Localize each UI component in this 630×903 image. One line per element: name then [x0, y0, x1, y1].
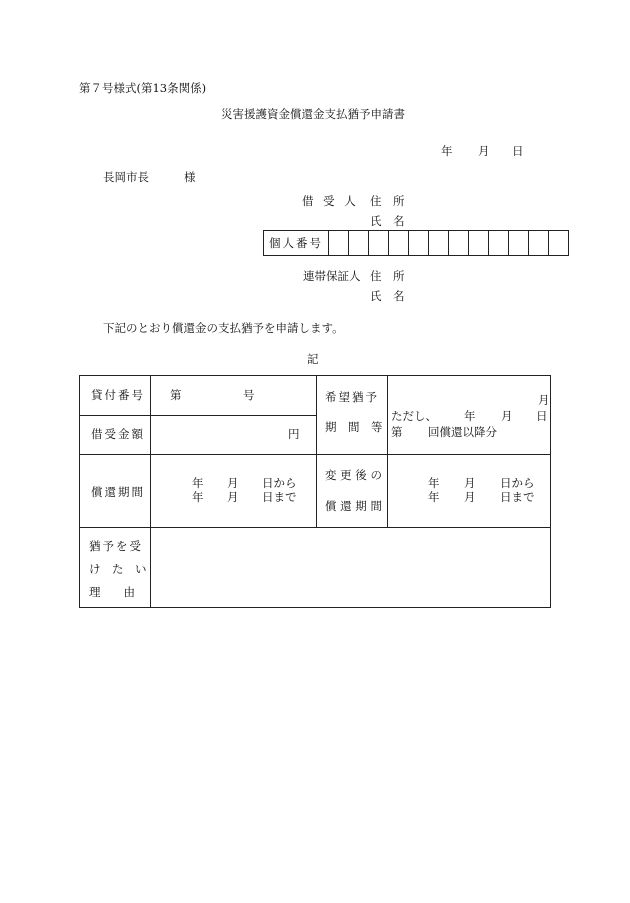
changed-to-day: 日まで: [500, 490, 535, 504]
changed-from-year: 年: [428, 476, 440, 490]
desired-tadashi: ただし、: [391, 409, 437, 423]
amount-unit: 円: [288, 427, 300, 441]
desired-year: 年: [464, 409, 476, 423]
loan-number-suffix: 号: [243, 388, 255, 402]
changed-to-month: 月: [464, 490, 476, 504]
individual-number-field[interactable]: [263, 230, 569, 256]
guarantor-name-label: 氏 名: [370, 289, 405, 303]
form-number: 第７号様式(第13条関係): [79, 81, 207, 95]
reason-label-3: 理 由: [89, 585, 135, 599]
desired-day: 日: [536, 409, 548, 423]
individual-number-digit-cell[interactable]: [389, 231, 409, 255]
loan-number-prefix: 第: [170, 388, 182, 402]
repay-from-year: 年: [192, 476, 204, 490]
individual-number-digit-cell[interactable]: [549, 231, 568, 255]
repayment-period-label: 償還期間: [91, 485, 145, 499]
individual-number-digit-cell[interactable]: [349, 231, 369, 255]
changed-from-month: 月: [464, 476, 476, 490]
addressee-name: 長岡市長: [103, 170, 149, 184]
changed-from-day: 日から: [500, 476, 535, 490]
application-table: [79, 375, 551, 608]
guarantor-role: 連帯保証人: [303, 269, 361, 283]
reason-label-2: け た い: [89, 562, 147, 576]
repay-to-year: 年: [192, 490, 204, 504]
date-month: 月: [478, 144, 490, 158]
individual-number-digit-cell[interactable]: [329, 231, 349, 255]
reason-label: 猶予を受: [89, 539, 143, 553]
amount-label: 借受金額: [91, 427, 145, 441]
desired-dai: 第: [391, 425, 403, 439]
desired-month: 月: [501, 409, 513, 423]
date-year: 年: [441, 144, 453, 158]
borrower-role: 借 受 人: [302, 194, 359, 208]
loan-number-input[interactable]: [151, 377, 315, 414]
repay-to-month: 月: [227, 490, 239, 504]
guarantor-address-label: 住 所: [370, 269, 405, 283]
borrower-name-label: 氏 名: [370, 214, 405, 228]
desired-deferral-label: 希望猶予: [325, 390, 379, 404]
ki-mark: 記: [307, 352, 319, 366]
individual-number-digit-cell[interactable]: [529, 231, 549, 255]
repayment-period-input[interactable]: [151, 455, 315, 526]
individual-number-digit-cell[interactable]: [449, 231, 469, 255]
loan-number-label: 貸付番号: [91, 388, 145, 402]
changed-period-label-2: 償 還 期 間: [325, 499, 382, 513]
individual-number-digit-cell[interactable]: [409, 231, 429, 255]
repay-to-day: 日まで: [262, 490, 297, 504]
desired-deferral-label-2: 期 間 等: [325, 420, 383, 434]
form-title: 災害援護資金償還金支払猶予申請書: [221, 107, 405, 121]
individual-number-digit-cell[interactable]: [469, 231, 489, 255]
individual-number-label: 個人番号: [264, 231, 329, 255]
individual-number-digit-cell[interactable]: [429, 231, 449, 255]
amount-input[interactable]: [151, 416, 315, 453]
borrower-address-label: 住 所: [370, 194, 405, 208]
date-day: 日: [512, 144, 524, 158]
desired-kai: 回償還以降分: [428, 425, 497, 439]
individual-number-digit-cell[interactable]: [509, 231, 529, 255]
individual-number-digit-cell[interactable]: [369, 231, 389, 255]
changed-to-year: 年: [428, 490, 440, 504]
addressee-honorific: 様: [184, 170, 196, 184]
desired-deferral-input[interactable]: [388, 377, 550, 453]
repay-from-day: 日から: [262, 476, 297, 490]
changed-period-label: 変 更 後 の: [325, 468, 382, 482]
statement: 下記のとおり償還金の支払猶予を申請します。: [103, 321, 344, 335]
reason-input[interactable]: [151, 528, 550, 607]
individual-number-digit-cell[interactable]: [489, 231, 509, 255]
desired-months-unit: 月: [538, 393, 550, 407]
changed-period-input[interactable]: [388, 455, 550, 526]
repay-from-month: 月: [227, 476, 239, 490]
